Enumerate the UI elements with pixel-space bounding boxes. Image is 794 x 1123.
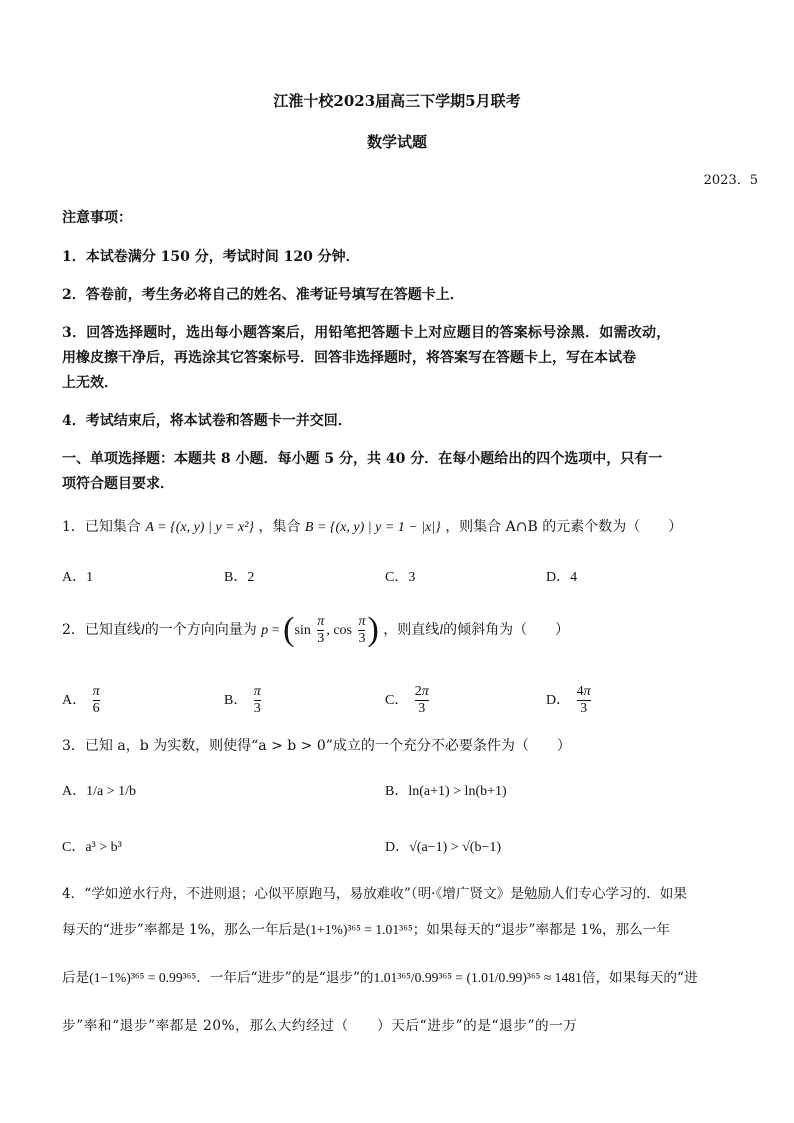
notice-item-3-line-1: 3．回答选择题时，选出每小题答案后，用铅笔把答题卡上对应题目的答案标号涂黑．如需改动，: [62, 325, 671, 341]
question-1-option-c: C．3: [385, 570, 416, 585]
notice-item-2: 2．答卷前，考生务必将自己的姓名、准考证号填写在答题卡上．: [62, 287, 464, 303]
question-2-option-b: B． $\frac{\pi}{3}$: [224, 683, 261, 716]
question-1-stem: [62, 516, 682, 536]
question-2-mid: 的一个方向向量为: [144, 622, 257, 638]
line-l-symbol-2: l: [439, 623, 444, 638]
question-4-line-3: 后是(1−1%)³⁶⁵ = 0.99³⁶⁵．一年后“进步”的是“退步”的1.01³⁶⁵/0.99³⁶⁵ = (1.01/0.99)³⁶⁵ ≈ 1481倍，如果每天的“进: [62, 970, 698, 986]
question-3-option-b: B．ln(a+1) > ln(b+1): [385, 784, 507, 799]
section-1-heading-line-2: 项符合题目要求．: [62, 476, 174, 492]
notice-item-1: 1．本试卷满分 150 分，考试时间 120 分钟．: [62, 249, 360, 265]
notice-item-3-line-3: 上无效．: [62, 375, 118, 391]
question-2-suffix-1: ，则直线: [383, 622, 440, 638]
exam-date: 2023．5: [703, 173, 758, 188]
question-1-option-d: D．4: [546, 570, 578, 585]
question-1-option-a: A．1: [62, 570, 94, 585]
ratio-formula: 1.01³⁶⁵/0.99³⁶⁵ = (1.01/0.99)³⁶⁵ ≈ 1481: [373, 970, 582, 985]
page-subtitle: 数学试题: [366, 133, 427, 151]
notice-heading: 注意事项：: [62, 210, 132, 226]
question-4-line-2: 每天的“进步”率都是 1%，那么一年后是(1+1%)³⁶⁵ = 1.01³⁶⁵；如果每天的“退步”率都是 1%，那么一年: [62, 922, 670, 938]
notice-item-4: 4．考试结束后，将本试卷和答题卡一并交回．: [62, 413, 352, 429]
question-2-prefix: 2．已知直线: [62, 622, 141, 638]
notice-item-3-line-2: 用橡皮擦干净后，再选涂其它答案标号．回答非选择题时，将答案写在答题卡上，写在本试卷: [62, 350, 636, 366]
question-2-option-c: C． $\frac{2\pi}{3}$: [385, 683, 429, 716]
question-4-line-1: 4．“学如逆水行舟，不进则退；心似平原跑马，易放难收”（明·《增广贤文》是勉励人们专心学习的．如果: [62, 886, 687, 902]
question-2-suffix-2: 的倾斜角为（ ）: [443, 622, 570, 638]
question-3-stem: 3．已知 a，b 为实数，则使得“a > b > 0”成立的一个充分不必要条件为（ ）: [62, 738, 571, 754]
question-1-prefix: 1．已知集合: [62, 519, 141, 535]
set-a-formula: A = {(x, y) | y = x²}: [145, 520, 254, 535]
question-1-suffix: ，则集合 A∩B 的元素个数为（ ）: [445, 519, 683, 535]
question-3-option-a: A．1/a > 1/b: [62, 784, 136, 799]
question-1-mid: ，集合: [258, 519, 301, 535]
direction-vector: p = (sin $\frac{\pi}{3}$ , cos $\frac{\pi}{3}$ ): [261, 611, 379, 648]
question-2-option-a: A． $\frac{\pi}{6}$: [62, 683, 100, 716]
set-b-formula: B = {(x, y) | y = 1 − |x|}: [304, 520, 441, 535]
page-title: 江淮十校2023届高三下学期5月联考: [273, 92, 521, 110]
section-1-heading-line-1: 一、单项选择题：本题共 8 小题．每小题 5 分，共 40 分．在每小题给出的四个选项中，只有一: [62, 451, 663, 467]
question-4-line-4: 步”率和“退步”率都是 20%，那么大约经过（ ）天后“进步”的是“退步”的一万: [62, 1018, 578, 1034]
question-1-option-b: B．2: [224, 570, 255, 585]
regress-formula: (1−1%)³⁶⁵ = 0.99³⁶⁵: [89, 970, 197, 985]
question-3-option-c: C．a³ > b³: [62, 840, 122, 855]
question-2-option-d: D． $\frac{4\pi}{3}$: [546, 683, 591, 716]
progress-formula: (1+1%)³⁶⁵ = 1.01³⁶⁵: [305, 922, 413, 937]
question-2-stem: [62, 610, 569, 650]
question-3-option-d: D．√(a−1) > √(b−1): [385, 840, 502, 855]
line-l-symbol: l: [140, 623, 145, 638]
